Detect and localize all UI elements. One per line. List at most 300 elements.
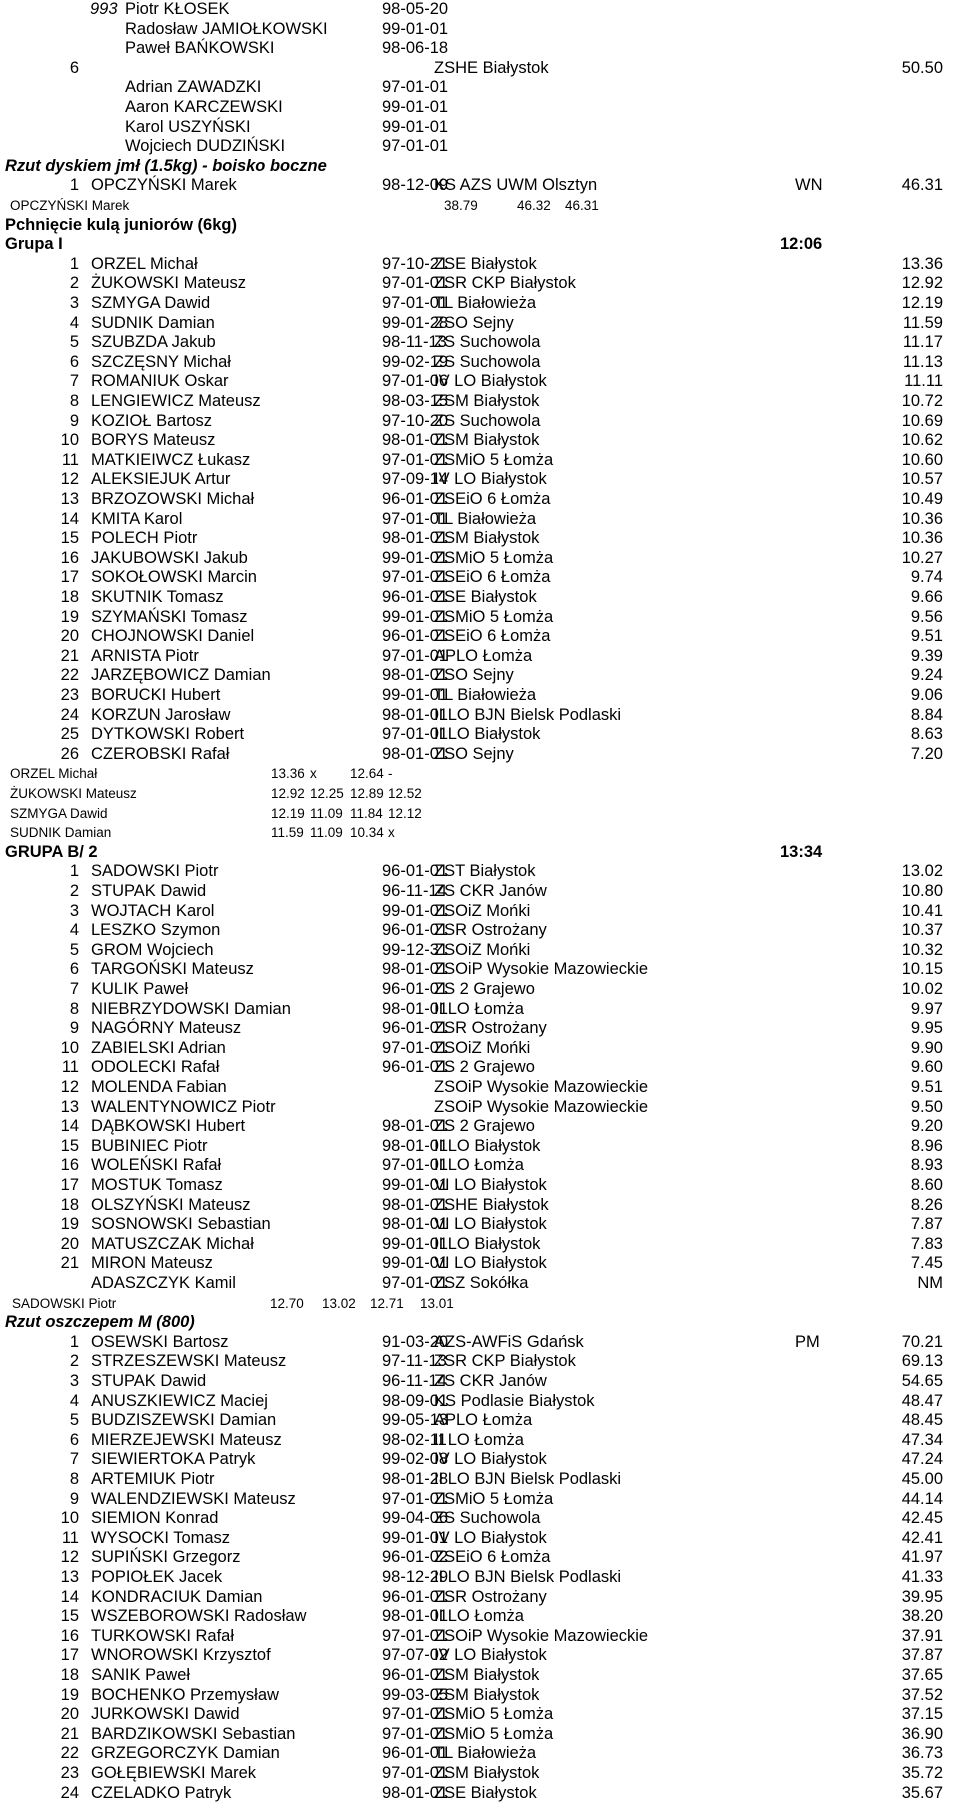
club-name: ZSO Sejny: [434, 666, 514, 685]
result-value: 9.24: [910, 666, 943, 685]
club-name: ZSM Białystok: [434, 1685, 540, 1704]
place-number: 3: [69, 1372, 79, 1390]
result-row: [0, 470, 960, 490]
relay-member-row: [0, 137, 960, 157]
club-name: ZS Suchowola: [434, 411, 541, 430]
result-value: 36.73: [901, 1744, 943, 1763]
place-number: 17: [60, 568, 79, 587]
club-name: ZSM Białystok: [434, 529, 540, 548]
athlete-name: BARDZIKOWSKI Sebastian: [91, 1724, 296, 1743]
result-value: 11.17: [902, 333, 943, 352]
result-value: 37.52: [901, 1685, 943, 1704]
place-number: 14: [60, 509, 79, 528]
athlete-name: TURKOWSKI Rafał: [91, 1626, 235, 1645]
birth-date: 98-03-15: [382, 392, 449, 410]
club-name: ZSEiO 6 Łomża: [434, 490, 551, 508]
athlete-name: STUPAK Dawid: [91, 1372, 207, 1390]
place-number: 19: [60, 607, 79, 626]
result-value: 9.74: [910, 568, 943, 587]
result-value: 9.95: [910, 1019, 943, 1038]
result-row: [0, 1568, 960, 1588]
result-row: [0, 745, 960, 765]
place-number: 2: [69, 882, 79, 900]
club-name: IV LO Białystok: [434, 1646, 547, 1665]
result-row: [0, 1000, 960, 1020]
result-value: 47.24: [901, 1450, 943, 1469]
club-name: VI LO Białystok: [434, 1215, 547, 1234]
club-name: ZSOiZ Mońki: [434, 901, 531, 920]
result-row: [0, 1411, 960, 1431]
attempts-row: [0, 784, 960, 804]
athlete-name: OLSZYŃSKI Mateusz: [91, 1195, 251, 1214]
athlete-name: ORZEL Michał: [91, 254, 198, 273]
athlete-name: SOKOŁOWSKI Marcin: [91, 568, 257, 587]
result-value: 10.15: [901, 960, 943, 979]
result-value: 11.11: [904, 372, 943, 391]
relay-member-row: [0, 78, 960, 98]
result-value: 10.41: [901, 901, 943, 920]
athlete-name: Aaron KARCZEWSKI: [125, 98, 283, 116]
athlete-name: POPIOŁEK Jacek: [91, 1568, 223, 1586]
result-row: [0, 1137, 960, 1157]
result-row: [0, 431, 960, 451]
athlete-name: SZCZĘSNY Michał: [91, 352, 231, 371]
place-number: 12: [60, 1548, 79, 1567]
athlete-name: WNOROWSKI Krzysztof: [91, 1646, 271, 1665]
birth-date: 98-01-01: [382, 960, 449, 979]
result-value: 9.20: [910, 1117, 943, 1136]
place-number: 18: [60, 1666, 79, 1684]
athlete-name: MIRON Mateusz: [91, 1254, 213, 1273]
club-name: KS Podlasie Białystok: [434, 1391, 595, 1410]
birth-date: 96-01-01: [382, 1058, 449, 1077]
result-value: NM: [917, 1274, 943, 1292]
club-name: ZSHE Białystok: [434, 1195, 549, 1214]
birth-date: 98-12-09: [382, 176, 449, 195]
club-name: ZSMiO 5 Łomża: [434, 450, 554, 469]
result-row: [0, 1196, 960, 1216]
place-number: 22: [60, 1744, 79, 1763]
result-row: [0, 862, 960, 882]
club-name: ZSM Białystok: [434, 431, 540, 450]
athlete-name: SUPIŃSKI Grzegorz: [91, 1548, 241, 1567]
result-row: [0, 588, 960, 608]
club-name: ZSE Białystok: [434, 254, 537, 273]
birth-date: 98-01-01: [382, 431, 449, 450]
event-heading: [0, 216, 960, 236]
place-number: 23: [60, 686, 79, 704]
athlete-name: DYTKOWSKI Robert: [91, 725, 245, 744]
club-name: ZSOiP Wysokie Mazowieckie: [434, 1626, 649, 1645]
place-number: 4: [69, 921, 79, 940]
birth-date: 97-01-01: [382, 1274, 449, 1292]
athlete-name: BOCHENKO Przemysław: [91, 1685, 279, 1704]
result-value: 10.69: [901, 411, 943, 430]
result-row: [0, 1274, 960, 1294]
result-row: [0, 941, 960, 961]
result-row: [0, 1117, 960, 1137]
club-name: ZSR CKP Białystok: [434, 274, 576, 293]
result-value: 36.90: [901, 1724, 943, 1743]
birth-date: 98-01-01: [382, 1136, 449, 1155]
birth-date: 98-06-18: [382, 39, 449, 58]
birth-date: 99-01-01: [382, 1528, 449, 1547]
group-time: 13:34: [780, 842, 823, 861]
result-row: [0, 1529, 960, 1549]
result-row: [0, 960, 960, 980]
athlete-name: ŻUKOWSKI Mateusz: [91, 274, 246, 293]
place-number: 26: [60, 744, 79, 763]
club-name: TL Białowieża: [434, 686, 537, 704]
athlete-name: ARTEMIUK Piotr: [91, 1470, 215, 1488]
place-number: 17: [60, 1646, 79, 1665]
birth-date: 97-01-01: [382, 1489, 449, 1508]
attempt-value: 12.71: [370, 1295, 404, 1311]
result-row: [0, 255, 960, 275]
result-value: 46.31: [901, 176, 943, 195]
result-value: 38.20: [901, 1607, 943, 1626]
birth-date: 99-05-13: [382, 1411, 449, 1430]
birth-date: 96-01-01: [382, 862, 449, 881]
birth-date: 98-01-01: [382, 1215, 449, 1234]
club-name: ZSZ Sokółka: [434, 1274, 529, 1292]
birth-date: 99-01-28: [382, 313, 449, 332]
group-title: GRUPA B/ 2: [5, 842, 98, 861]
result-value: 10.60: [901, 450, 943, 469]
club-name: II LO Białystok: [434, 1234, 541, 1253]
result-value: 45.00: [901, 1470, 943, 1488]
attempts-row: [0, 196, 960, 216]
athlete-name: SADOWSKI Piotr: [12, 1295, 117, 1311]
result-row: [0, 706, 960, 726]
result-value: 8.96: [910, 1136, 943, 1155]
athlete-name: JARZĘBOWICZ Damian: [91, 666, 271, 685]
place-number: 8: [69, 392, 79, 410]
result-value: 12.92: [901, 274, 943, 293]
attempt-value: 11.09: [310, 805, 343, 821]
athlete-name: GRZEGORCZYK Damian: [91, 1744, 280, 1763]
athlete-name: WALENTYNOWICZ Piotr: [91, 1097, 276, 1116]
result-row: [0, 1058, 960, 1078]
place-number: 9: [69, 1019, 79, 1038]
birth-date: 98-01-01: [382, 529, 449, 548]
athlete-name: ANUSZKIEWICZ Maciej: [91, 1391, 268, 1410]
athlete-name: SIEWIERTOKA Patryk: [91, 1450, 256, 1469]
attempt-value: 12.92: [271, 786, 305, 801]
birth-date: 99-01-01: [382, 1176, 449, 1194]
result-value: 35.67: [901, 1783, 943, 1802]
athlete-name: LESZKO Szymon: [91, 921, 221, 940]
place-number: 2: [69, 1352, 79, 1371]
place-number: 12: [60, 470, 79, 489]
birth-date: 98-01-01: [382, 999, 449, 1018]
result-row: [0, 1450, 960, 1470]
relay-member-row: [0, 0, 960, 20]
result-value: 8.26: [910, 1195, 943, 1214]
club-name: II LO Białystok: [434, 725, 541, 744]
result-value: 37.15: [901, 1705, 943, 1724]
athlete-name: CHOJNOWSKI Daniel: [91, 627, 255, 646]
result-value: 8.84: [910, 705, 943, 724]
result-row: [0, 1744, 960, 1764]
place-number: 22: [60, 666, 79, 685]
place-number: 10: [60, 1038, 79, 1057]
attempt-value: 13.01: [420, 1295, 454, 1311]
birth-date: 99-01-01: [382, 686, 449, 704]
birth-date: 99-01-01: [382, 1234, 449, 1253]
result-value: 9.97: [910, 999, 943, 1018]
athlete-name: KULIK Paweł: [91, 980, 189, 998]
club-name: IV LO Białystok: [434, 470, 547, 489]
club-name: ZS CKR Janów: [434, 1372, 547, 1390]
club-name: KS AZS UWM Olsztyn: [434, 176, 598, 195]
birth-date: 97-01-01: [382, 1038, 449, 1057]
club-name: ZSOiZ Mońki: [434, 1038, 531, 1057]
result-row: [0, 1646, 960, 1666]
result-value: 70.21: [901, 1332, 943, 1351]
place-number: 16: [60, 1626, 79, 1645]
wind-note: WN: [795, 176, 823, 195]
birth-date: 96-01-01: [382, 490, 449, 508]
result-value: 69.13: [901, 1352, 943, 1371]
result-row: [0, 451, 960, 471]
result-value: 35.72: [901, 1764, 943, 1782]
result-value: 48.47: [901, 1391, 943, 1410]
birth-date: 98-09-01: [382, 1391, 449, 1410]
birth-date: 96-01-01: [382, 588, 449, 606]
relay-member-row: [0, 20, 960, 40]
result-value: 47.34: [901, 1430, 943, 1449]
result-row: [0, 1509, 960, 1529]
attempt-value: 11.09: [310, 825, 343, 841]
result-value: 10.62: [901, 431, 943, 450]
athlete-name: JURKOWSKI Dawid: [91, 1705, 240, 1724]
place-number: 7: [69, 980, 79, 998]
result-row: [0, 666, 960, 686]
result-value: 37.87: [901, 1646, 943, 1665]
athlete-name: Adrian ZAWADZKI: [125, 78, 262, 97]
athlete-name: MATKIEIWCZ Łukasz: [91, 450, 251, 469]
place-number: 3: [69, 294, 79, 312]
attempt-value: x: [310, 766, 317, 782]
result-value: 41.33: [901, 1568, 943, 1586]
birth-date: 99-04-06: [382, 1509, 449, 1528]
athlete-name: OPCZYŃSKI Marek: [10, 198, 130, 213]
result-value: 10.57: [901, 470, 943, 489]
result-value: 48.45: [901, 1411, 943, 1430]
birth-date: 99-01-01: [382, 1254, 449, 1273]
club-name: ZSMiO 5 Łomża: [434, 1724, 554, 1743]
athlete-name: NIEBRZYDOWSKI Damian: [91, 999, 291, 1018]
club-name: II LO Łomża: [434, 1607, 524, 1626]
athlete-name: OSEWSKI Bartosz: [91, 1332, 229, 1351]
result-row: [0, 529, 960, 549]
attempt-value: 12.52: [388, 786, 422, 801]
result-value: 10.72: [901, 392, 943, 410]
club-name: TL Białowieża: [434, 509, 537, 528]
result-value: 42.45: [901, 1509, 943, 1528]
attempt-value: 13.02: [322, 1295, 356, 1311]
place-number: 12: [60, 1078, 79, 1096]
club-name: TL Białowieża: [434, 294, 537, 312]
club-name: VI LO Białystok: [434, 1254, 547, 1273]
place-number: 3: [69, 901, 79, 920]
athlete-name: DĄBKOWSKI Hubert: [91, 1117, 246, 1136]
birth-date: 98-01-01: [382, 705, 449, 724]
club-name: ZSEiO 6 Łomża: [434, 1548, 551, 1567]
place-number: 24: [60, 1783, 79, 1802]
birth-date: 96-11-14: [382, 1372, 447, 1390]
club-name: ZSR Ostrożany: [434, 1587, 547, 1606]
birth-date: 99-01-01: [382, 607, 449, 626]
attempt-value: 46.32: [517, 198, 551, 213]
result-value: 7.20: [910, 744, 943, 763]
birth-date: 98-01-01: [382, 744, 449, 763]
birth-date: 97-01-01: [382, 450, 449, 469]
result-row: [0, 1372, 960, 1392]
birth-date: 97-10-20: [382, 411, 449, 430]
result-row: [0, 274, 960, 294]
club-name: II LO Łomża: [434, 1430, 524, 1449]
club-name: ZS Suchowola: [434, 1509, 541, 1528]
result-value: 42.41: [901, 1528, 943, 1547]
result-value: 41.97: [901, 1548, 943, 1567]
attempts-row: [0, 823, 960, 843]
attempts-row: [0, 804, 960, 824]
attempt-value: -: [388, 766, 393, 782]
birth-date: 98-11-13: [382, 333, 447, 352]
club-name: ZS Suchowola: [434, 352, 541, 371]
result-value: 13.02: [901, 862, 943, 881]
club-name: ZSOiP Wysokie Mazowieckie: [434, 1097, 649, 1116]
club-name: ZSM Białystok: [434, 1764, 540, 1782]
place-number: 15: [60, 1607, 79, 1626]
club-name: APLO Łomża: [434, 1411, 533, 1430]
athlete-name: KONDRACIUK Damian: [91, 1587, 263, 1606]
result-row: [0, 333, 960, 353]
attempt-value: x: [388, 825, 395, 841]
athlete-name: GOŁĘBIEWSKI Marek: [91, 1764, 257, 1782]
result-value: 11.59: [902, 313, 943, 332]
athlete-name: Piotr KŁOSEK: [125, 0, 230, 18]
relay-member-row: [0, 118, 960, 138]
club-name: ZSOiP Wysokie Mazowieckie: [434, 1078, 649, 1096]
club-name: ZSE Białystok: [434, 588, 537, 606]
bib-number: 993: [90, 0, 118, 18]
result-value: 9.06: [910, 686, 943, 704]
result-value: 7.83: [910, 1234, 943, 1253]
attempt-value: 12.12: [388, 805, 422, 821]
result-value: 54.65: [901, 1372, 943, 1390]
result-row: [0, 1333, 960, 1353]
birth-date: 96-01-01: [382, 921, 449, 940]
place-number: 15: [60, 529, 79, 548]
result-value: 9.90: [910, 1038, 943, 1057]
place-number: 13: [60, 1568, 79, 1586]
place-number: 19: [60, 1215, 79, 1234]
club-name: ZSR Ostrożany: [434, 1019, 547, 1038]
athlete-name: STUPAK Dawid: [91, 882, 207, 900]
club-name: ZSOiP Wysokie Mazowieckie: [434, 960, 649, 979]
place-number: 20: [60, 1234, 79, 1253]
place-number: 1: [69, 862, 79, 881]
athlete-name: WYSOCKI Tomasz: [91, 1528, 231, 1547]
birth-date: 98-01-01: [382, 1195, 449, 1214]
birth-date: 96-01-01: [382, 1587, 449, 1606]
athlete-name: GROM Wojciech: [91, 940, 214, 959]
result-row: [0, 1392, 960, 1412]
result-row: [0, 725, 960, 745]
result-value: 9.66: [910, 588, 943, 606]
result-value: 9.51: [910, 627, 943, 646]
result-row: [0, 314, 960, 334]
club-name: ZST Białystok: [434, 862, 536, 881]
result-row: [0, 1352, 960, 1372]
result-row: [0, 549, 960, 569]
place-number: 23: [60, 1764, 79, 1782]
result-value: 39.95: [901, 1587, 943, 1606]
birth-date: 97-01-01: [382, 274, 449, 293]
birth-date: 97-01-01: [382, 509, 449, 528]
athlete-name: ZABIELSKI Adrian: [91, 1038, 226, 1057]
birth-date: 98-01-01: [382, 666, 449, 685]
result-row: [0, 1588, 960, 1608]
result-value: 8.63: [910, 725, 943, 744]
place-number: 16: [60, 1156, 79, 1175]
result-row: [0, 1431, 960, 1451]
club-name: II LO Białystok: [434, 1136, 541, 1155]
athlete-name: WALENDZIEWSKI Mateusz: [91, 1489, 296, 1508]
athlete-name: ODOLECKI Rafał: [91, 1058, 220, 1077]
result-row: [0, 59, 960, 79]
athlete-name: BUBINIEC Piotr: [91, 1136, 208, 1155]
place-number: 9: [69, 1489, 79, 1508]
attempt-value: 13.36: [271, 766, 305, 782]
birth-date: 98-01-01: [382, 1783, 449, 1802]
result-value: 10.49: [901, 490, 943, 508]
club-name: ZSMiO 5 Łomża: [434, 1489, 554, 1508]
athlete-name: SUDNIK Damian: [10, 825, 112, 841]
result-row: [0, 686, 960, 706]
birth-date: 98-05-20: [382, 0, 449, 18]
event-title: Rzut oszczepem M (800): [5, 1313, 195, 1332]
result-value: 44.14: [901, 1489, 943, 1508]
place-number: 11: [61, 1058, 79, 1077]
athlete-name: NAGÓRNY Mateusz: [91, 1019, 242, 1038]
birth-date: 99-01-01: [382, 901, 449, 920]
result-row: [0, 980, 960, 1000]
group-title: Grupa I: [5, 235, 63, 254]
result-row: [0, 1627, 960, 1647]
result-row: [0, 1470, 960, 1490]
group-heading: [0, 235, 960, 255]
result-row: [0, 1666, 960, 1686]
athlete-name: CZEROBSKI Rafał: [91, 744, 230, 763]
place-number: 8: [69, 999, 79, 1018]
place-number: 9: [69, 411, 79, 430]
result-value: 9.50: [910, 1097, 943, 1116]
club-name: APLO Łomża: [434, 646, 533, 665]
athlete-name: STRZESZEWSKI Mateusz: [91, 1352, 287, 1371]
birth-date: 97-01-01: [382, 1626, 449, 1645]
club-name: AZS-AWFiS Gdańsk: [434, 1332, 584, 1351]
result-value: 10.37: [901, 921, 943, 940]
result-value: 37.65: [901, 1666, 943, 1684]
birth-date: 97-01-01: [382, 1764, 449, 1782]
birth-date: 99-01-01: [382, 548, 449, 567]
place-number: 6: [69, 1430, 79, 1449]
club-name: II LO Łomża: [434, 999, 524, 1018]
